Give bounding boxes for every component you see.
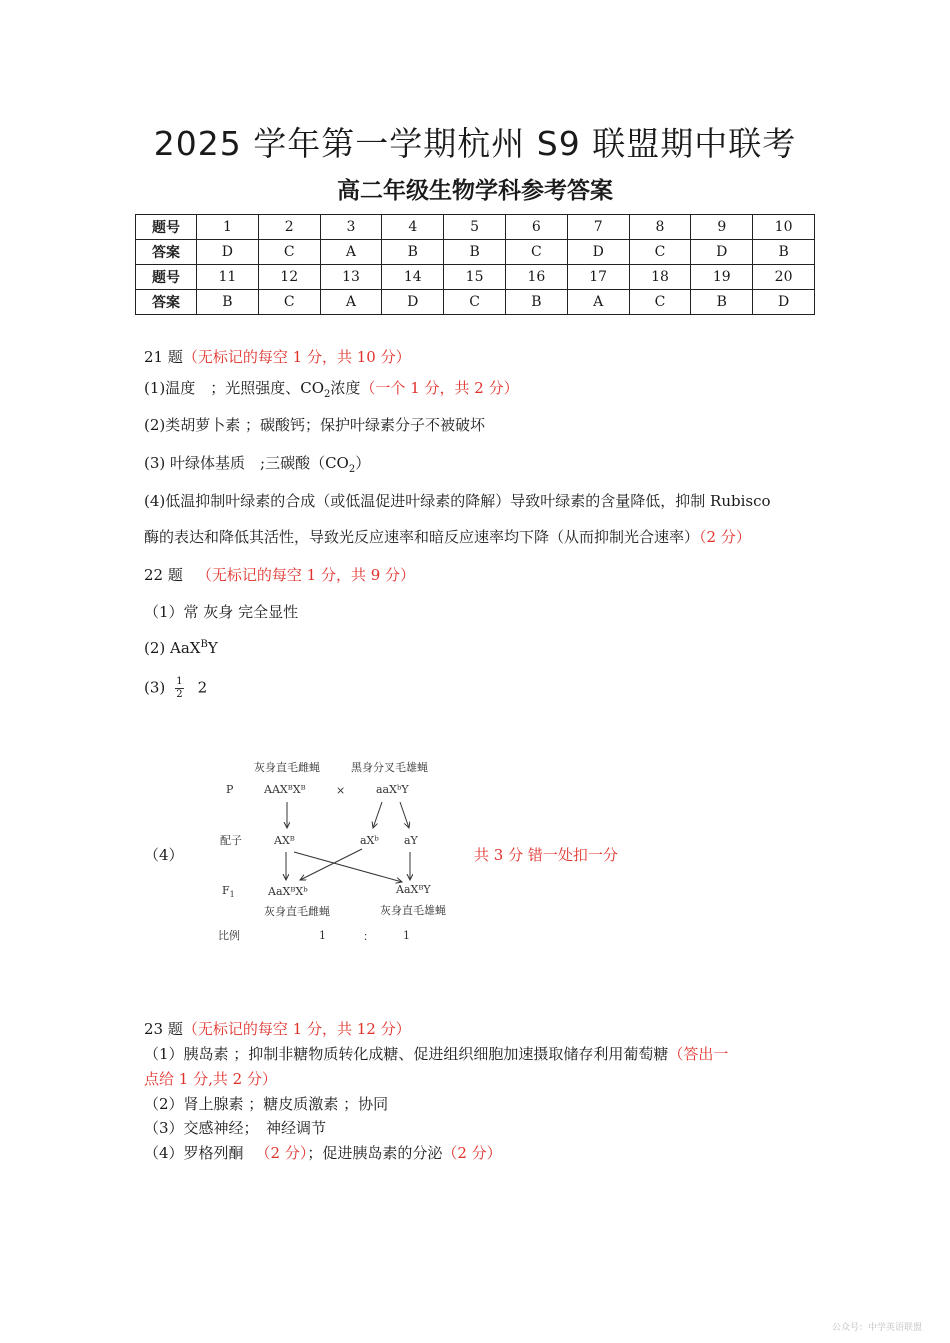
table-cell: A — [320, 240, 382, 265]
q22-p3-label: (3) — [144, 678, 166, 697]
q21-p1-sub: 2 — [324, 389, 331, 400]
q21-p3-sub: 2 — [348, 464, 356, 475]
ratio-label: 比例 — [218, 929, 240, 942]
f1-male-phenotype: 灰身直毛雄蝇 — [380, 904, 446, 917]
ratio-right: 1 — [403, 929, 410, 942]
q21-p4-note: （2 分） — [699, 528, 751, 546]
q23-p4-note2: （2 分） — [442, 1144, 502, 1162]
table-cell: D — [691, 240, 753, 265]
row-label: 答案 — [136, 240, 197, 265]
q23-part3: （3）交感神经； 神经调节 — [144, 1119, 327, 1137]
q23-part1-line2: 点给 1 分,共 2 分） — [144, 1070, 277, 1088]
q21-p3-text2: ） — [355, 454, 371, 472]
table-cell: 20 — [753, 265, 815, 290]
table-cell: A — [320, 290, 382, 315]
table-cell: 11 — [197, 265, 259, 290]
q22-part4-label: （4） — [144, 846, 184, 864]
ratio-left: 1 — [319, 929, 326, 942]
table-cell: C — [629, 290, 691, 315]
table-cell: 8 — [629, 215, 691, 240]
question-row-2 — [136, 265, 815, 290]
table-cell: B — [505, 290, 567, 315]
genetic-cross-diagram — [210, 752, 470, 952]
watermark: 公众号：中学英语联盟 — [831, 1323, 922, 1333]
table-cell: B — [753, 240, 815, 265]
row-label: 题号 — [136, 215, 197, 240]
q22-p2-sup: B — [200, 639, 208, 650]
table-cell: 17 — [567, 265, 629, 290]
q23-part1-line1 — [144, 1043, 728, 1064]
q21-p1-text2: 浓度 — [330, 379, 361, 397]
table-cell: 16 — [505, 265, 567, 290]
q23-heading-line — [144, 1018, 411, 1039]
table-cell: 4 — [382, 215, 444, 240]
q22-heading: 22 题 — [144, 566, 183, 584]
table-cell: 5 — [444, 215, 506, 240]
f1-male-genotype: AaXᴮY — [396, 883, 431, 896]
fraction-numerator: 1 — [176, 676, 183, 687]
q23-note: （无标记的每空 1 分，共 12 分） — [182, 1020, 411, 1038]
table-cell: 7 — [567, 215, 629, 240]
q22-p2-text2: Y — [207, 639, 218, 657]
table-cell: 3 — [320, 215, 382, 240]
arrow-gamete-a1-cross — [300, 849, 362, 880]
q21-part1 — [144, 377, 519, 400]
table-cell: B — [691, 290, 753, 315]
table-cell: B — [382, 240, 444, 265]
table-cell: 15 — [444, 265, 506, 290]
q21-heading-line — [144, 346, 411, 367]
table-cell: D — [197, 240, 259, 265]
q22-part4-note: 共 3 分 错一处扣一分 — [474, 846, 618, 864]
q23-heading: 23 题 — [144, 1020, 183, 1038]
female-parent-label: 灰身直毛雌蝇 — [254, 761, 320, 774]
table-cell: 19 — [691, 265, 753, 290]
q21-part4-line2 — [144, 526, 751, 547]
answer-row-2 — [136, 290, 815, 315]
row-label: 题号 — [136, 265, 197, 290]
q21-p1-text: (1)温度 ；光照强度、CO — [144, 379, 325, 397]
table-cell: B — [444, 240, 506, 265]
table-cell: D — [567, 240, 629, 265]
table-cell: 18 — [629, 265, 691, 290]
q22-note: （无标记的每空 1 分，共 9 分） — [196, 566, 416, 584]
gametes-label: 配子 — [220, 834, 242, 847]
p-male-genotype: aaXᵇY — [376, 783, 409, 796]
f1-female-genotype: AaXᴮXᵇ — [268, 885, 308, 898]
q21-p4-l2-text: 酶的表达和降低其活性，导致光反应速率和暗反应速率均下降（从而抑制光合速率） — [144, 528, 700, 546]
gamete-aY: aY — [404, 834, 418, 847]
q22-p3-fraction — [175, 676, 183, 701]
arrow-p-male-2 — [400, 802, 409, 828]
table-cell: 13 — [320, 265, 382, 290]
page-title: 2025 学年第一学期杭州 S9 联盟期中联考 — [153, 124, 797, 163]
table-cell: C — [505, 240, 567, 265]
table-cell: D — [753, 290, 815, 315]
table-cell: C — [444, 290, 506, 315]
q23-p1-note-l1: （答出一 — [668, 1045, 729, 1063]
q23-p4-text: （4）罗格列酮 — [144, 1144, 244, 1162]
table-cell: 14 — [382, 265, 444, 290]
table-cell: 6 — [505, 215, 567, 240]
q21-part3 — [144, 452, 370, 475]
q23-p1-text: （1）胰岛素 ；抑制非糖物质转化成糖、促进组织细胞加速摄取储存利用葡萄糖 — [144, 1045, 669, 1063]
gamete-aXb: aXᵇ — [360, 834, 379, 847]
table-cell: 9 — [691, 215, 753, 240]
q22-part1: （1）常 灰身 完全显性 — [144, 603, 299, 621]
q21-heading: 21 题 — [144, 348, 183, 366]
table-cell: 10 — [753, 215, 815, 240]
gamete-AXB: AXᴮ — [274, 834, 295, 847]
q23-p4-note1: （2 分） — [255, 1144, 308, 1162]
male-parent-label: 黑身分叉毛雄蝇 — [351, 761, 428, 774]
q23-p4-text2: ；促进胰岛素的分泌 — [307, 1144, 443, 1162]
q22-heading-line — [144, 564, 415, 585]
q21-part4-line1: (4)低温抑制叶绿素的合成（或低温促进叶绿素的降解）导致叶绿素的含量降低，抑制 Rubisco — [144, 492, 771, 510]
table-cell: 1 — [197, 215, 259, 240]
fraction-denominator: 2 — [176, 689, 183, 700]
table-cell: 2 — [258, 215, 320, 240]
cross-symbol: × — [336, 784, 346, 797]
row-label: 答案 — [136, 290, 197, 315]
table-cell: C — [258, 290, 320, 315]
p-label: P — [226, 783, 234, 796]
page-subtitle: 高二年级生物学科参考答案 — [337, 178, 613, 204]
q22-part2 — [144, 639, 218, 657]
q22-p2-text: (2) AaX — [144, 639, 201, 657]
q23-part2: （2）肾上腺素 ；糖皮质激素 ；协同 — [144, 1095, 389, 1113]
q21-part2: (2)类胡萝卜素 ；碳酸钙；保护叶绿素分子不被破坏 — [144, 416, 486, 434]
q22-p3-value: 2 — [197, 678, 208, 697]
table-cell: 12 — [258, 265, 320, 290]
table-cell: C — [629, 240, 691, 265]
table-cell: D — [382, 290, 444, 315]
ratio-colon: ： — [363, 930, 374, 943]
question-row-1 — [136, 215, 815, 240]
q23-part4 — [144, 1142, 502, 1163]
answer-row-1 — [136, 240, 815, 265]
table-cell: B — [197, 290, 259, 315]
q21-p1-note: （一个 1 分，共 2 分） — [360, 379, 519, 397]
q21-note: （无标记的每空 1 分，共 10 分） — [182, 348, 411, 366]
f1-label: $F_1$ — [222, 884, 235, 899]
table-cell: A — [567, 290, 629, 315]
f1-female-phenotype: 灰身直毛雌蝇 — [264, 905, 330, 918]
p-female-genotype: AAXᴮXᴮ — [264, 783, 306, 796]
arrow-p-male-1 — [373, 802, 382, 828]
table-cell: C — [258, 240, 320, 265]
q22-part3 — [144, 676, 207, 701]
q21-p3-text: (3) 叶绿体基质 ;三碳酸（CO — [144, 454, 349, 472]
answer-table — [135, 214, 815, 315]
